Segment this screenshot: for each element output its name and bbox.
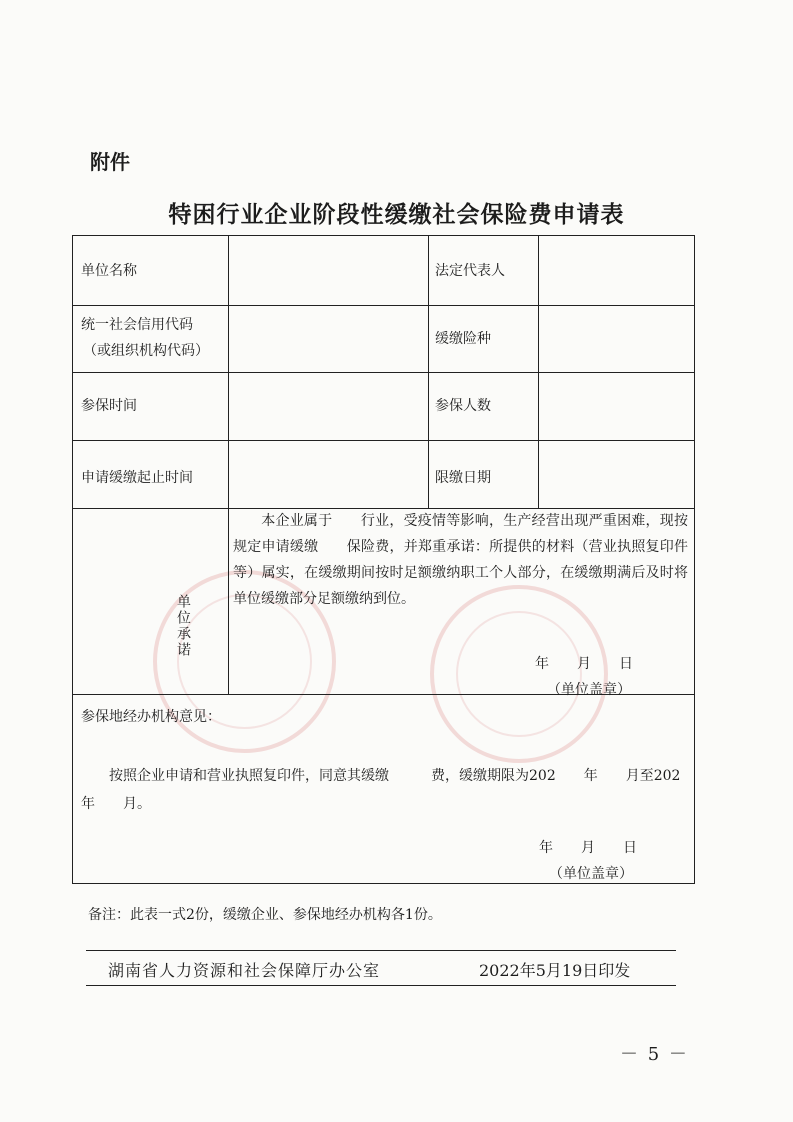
- remarks-note: 备注：此表一式2份，缓缴企业、参保地经办机构各1份。: [88, 907, 442, 923]
- payment-deadline-label: 限缴日期: [435, 470, 491, 486]
- issue-date: 2022年5月19日印发: [479, 961, 631, 980]
- opinion-seal-note: （单位盖章）: [549, 866, 633, 882]
- row-divider: [73, 305, 694, 306]
- org-code-label: （或组织机构代码）: [83, 343, 209, 359]
- attachment-label: 附件: [90, 150, 130, 174]
- unit-promise-body: 本企业属于 行业，受疫情等影响，生产经营出现严重困难，现按规定申请缓缴 保险费，并郑重承诺：所提供的材料（营业执照复印件等）属实，在缓缴期间按时足额缴纳职工个人部分，在缓缴期满后及时将单位缓缴部分足额缴纳到位。: [233, 513, 688, 607]
- unit-promise-label: 单位承诺: [175, 594, 191, 658]
- column-divider: [428, 236, 429, 508]
- legal-rep-label: 法定代表人: [435, 263, 505, 279]
- credit-code-label: 统一社会信用代码: [81, 317, 193, 333]
- row-divider: [73, 372, 694, 373]
- opinion-date-line: 年 月 日: [539, 840, 637, 856]
- deferred-insurance-type-label: 缓缴险种: [435, 331, 491, 347]
- unit-name-label: 单位名称: [81, 263, 137, 279]
- deferral-period-label: 申请缓缴起止时间: [81, 470, 193, 486]
- promise-seal-note: （单位盖章）: [547, 682, 631, 698]
- agency-opinion-body: 按照企业申请和营业执照复印件，同意其缓缴 费，缓缴期限为202 年 月至202 年 月。: [81, 768, 709, 812]
- unit-promise-text: [233, 508, 688, 612]
- issuing-office: 湖南省人力资源和社会保障厅办公室: [108, 961, 381, 980]
- column-divider: [228, 236, 229, 694]
- agency-opinion-text: [81, 762, 709, 818]
- footer-rule-top: [86, 950, 676, 951]
- enrollment-time-label: 参保时间: [81, 398, 137, 414]
- promise-date-line: 年 月 日: [535, 656, 633, 672]
- agency-opinion-heading: 参保地经办机构意见：: [81, 709, 221, 725]
- row-divider: [73, 440, 694, 441]
- form-title: 特困行业企业阶段性缓缴社会保险费申请表: [168, 202, 625, 228]
- footer-rule-bottom: [86, 985, 676, 986]
- column-divider: [538, 236, 539, 508]
- insured-count-label: 参保人数: [435, 398, 491, 414]
- application-form-table: [72, 235, 709, 884]
- page-number: － 5 －: [620, 1044, 689, 1065]
